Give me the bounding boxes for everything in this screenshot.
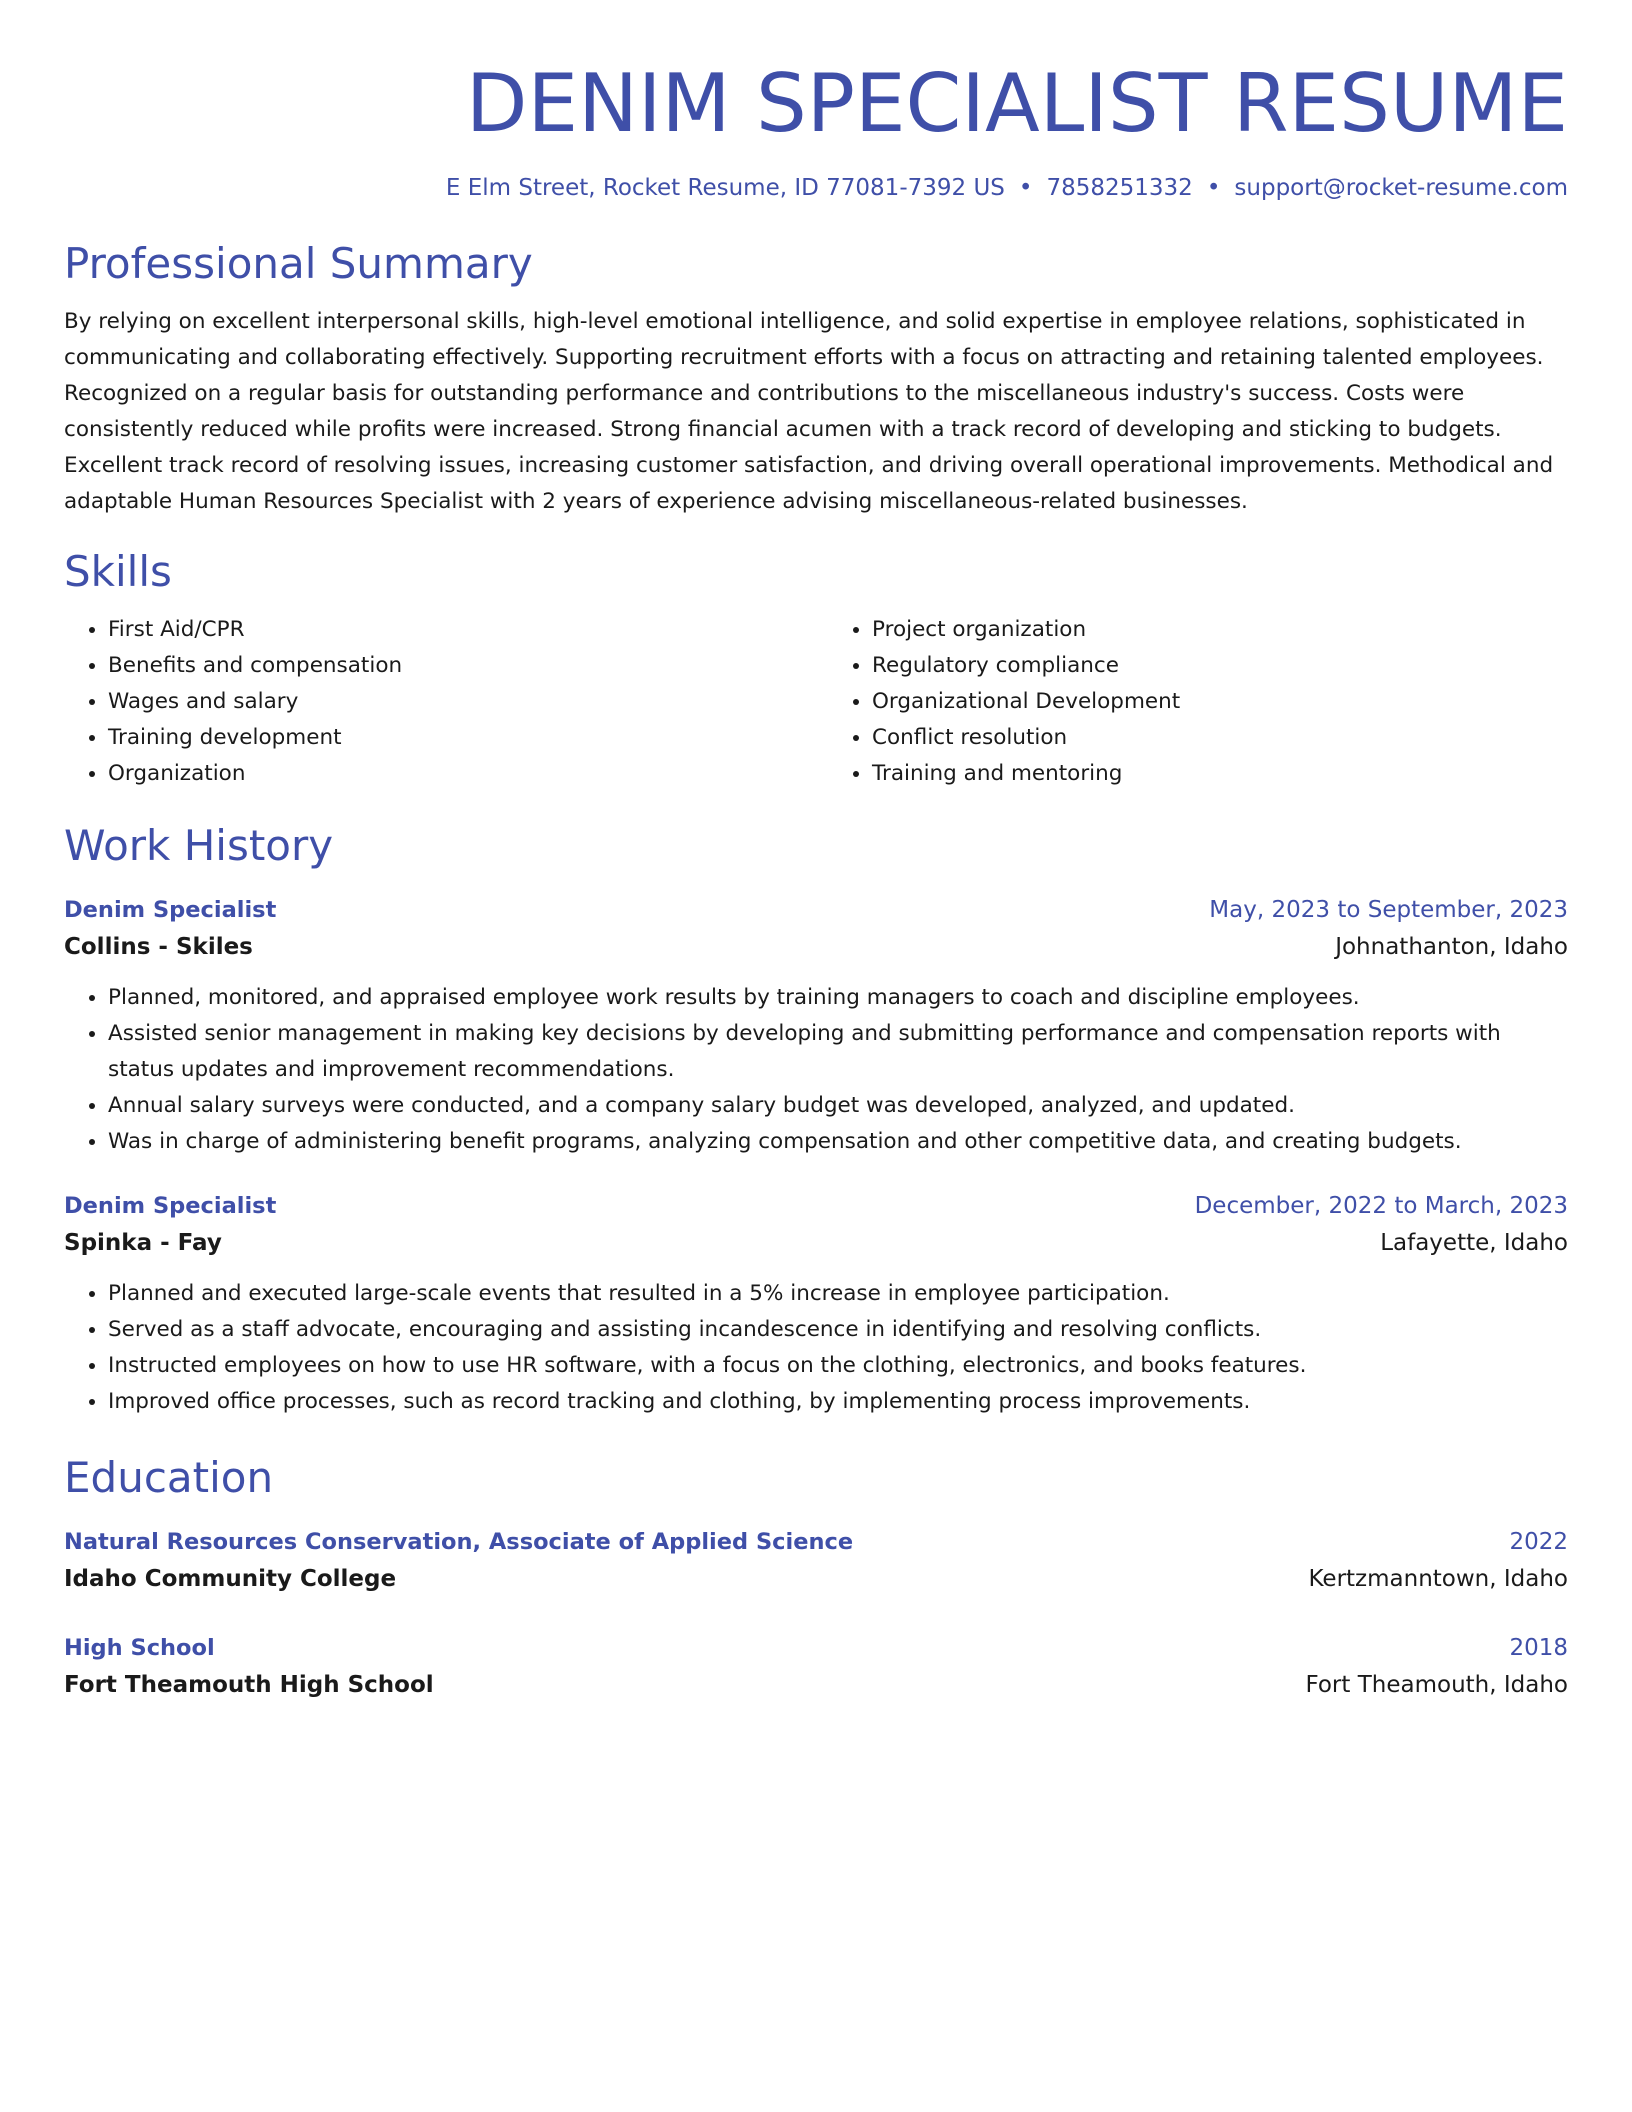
contact-address: E Elm Street, Rocket Resume, ID 77081-7392 US xyxy=(445,175,1005,201)
job-bullet: • Served as a staff advocate, encouraging and assisting incandescence in identifying and resolving conflicts. xyxy=(108,1312,1568,1348)
contact-email: support@rocket-resume.com xyxy=(1234,175,1568,201)
job-bullet: • Assisted senior management in making key decisions by developing and submitting performance and compensation reports with status updates and improvement recommendations. xyxy=(108,1016,1568,1088)
education-header-row xyxy=(64,1524,1568,1560)
skill-item: • Training and mentoring xyxy=(872,756,1568,792)
job-company-row xyxy=(64,1224,1568,1262)
skill-item: • Training development xyxy=(108,720,804,756)
job-header-row xyxy=(64,1188,1568,1224)
job-bullets xyxy=(64,1276,1568,1420)
job-company: Collins - Skiles xyxy=(64,934,253,960)
skill-item: • Benefits and compensation xyxy=(108,648,804,684)
education-year: 2022 xyxy=(1509,1529,1568,1555)
skills-list-right xyxy=(828,612,1568,792)
job-bullet: • Annual salary surveys were conducted, and a company salary budget was developed, analyzed, and updated. xyxy=(108,1088,1568,1124)
job-company-row xyxy=(64,928,1568,966)
education-school: Fort Theamouth High School xyxy=(64,1672,434,1698)
job-location: Lafayette, Idaho xyxy=(1380,1230,1568,1256)
work-history-heading: Work History xyxy=(64,821,334,870)
education-school-row xyxy=(64,1560,1568,1598)
skill-item: • Organization xyxy=(108,756,804,792)
job-company: Spinka - Fay xyxy=(64,1230,222,1256)
education-heading: Education xyxy=(64,1453,274,1502)
contact-line xyxy=(64,172,1568,204)
contact-phone: 7858251332 xyxy=(1046,175,1193,201)
job-entry xyxy=(64,1188,1568,1420)
education-school: Idaho Community College xyxy=(64,1566,397,1592)
job-bullet: • Improved office processes, such as record tracking and clothing, by implementing process improvements. xyxy=(108,1384,1568,1420)
skill-item: • First Aid/CPR xyxy=(108,612,804,648)
job-title: Denim Specialist xyxy=(64,1193,277,1219)
education-header-row xyxy=(64,1630,1568,1666)
summary-text: By relying on excellent interpersonal skills, high-level emotional intelligence, and solid expertise in employee relations, sophisticated in communicating and collaborating effectively. Supporting recruitment efforts with a focus on attracting and retaining talented employees. Recognized on a regular basis for outstanding performance and contributions to the miscellaneous industry's success. Costs were consistently reduced while profits were increased. Strong financial acumen with a track record of developing and sticking to budgets. Excellent track record of resolving issues, increasing customer satisfaction, and driving overall operational improvements. Methodical and adaptable Human Resources Specialist with 2 years of experience advising miscellaneous-related businesses. xyxy=(64,309,1554,514)
job-bullets xyxy=(64,980,1568,1160)
skills-list-left xyxy=(64,612,804,792)
skill-item: • Project organization xyxy=(872,612,1568,648)
skill-item: • Wages and salary xyxy=(108,684,804,720)
contact-separator: • xyxy=(1018,175,1033,201)
job-title: Denim Specialist xyxy=(64,897,277,923)
education-entry xyxy=(64,1524,1568,1598)
job-entry xyxy=(64,892,1568,1160)
education-location: Fort Theamouth, Idaho xyxy=(1305,1672,1568,1698)
job-header-row xyxy=(64,892,1568,928)
job-dates: December, 2022 to March, 2023 xyxy=(1194,1193,1568,1219)
education-degree: Natural Resources Conservation, Associate of Applied Science xyxy=(64,1529,854,1555)
job-location: Johnathanton, Idaho xyxy=(1335,934,1568,960)
education-location: Kertzmanntown, Idaho xyxy=(1308,1566,1568,1592)
job-bullet: • Instructed employees on how to use HR software, with a focus on the clothing, electronics, and books features. xyxy=(108,1348,1568,1384)
job-bullet: • Was in charge of administering benefit programs, analyzing compensation and other competitive data, and creating budgets. xyxy=(108,1124,1568,1160)
job-bullet: • Planned and executed large-scale events that resulted in a 5% increase in employee participation. xyxy=(108,1276,1568,1312)
contact-separator: • xyxy=(1206,175,1221,201)
job-bullet: • Planned, monitored, and appraised employee work results by training managers to coach and discipline employees. xyxy=(108,980,1568,1016)
education-entry xyxy=(64,1630,1568,1704)
skills-grid xyxy=(64,612,1568,792)
education-degree: High School xyxy=(64,1635,215,1661)
resume-title: DENIM SPECIALIST RESUME xyxy=(465,57,1568,150)
summary-heading: Professional Summary xyxy=(64,239,533,288)
education-school-row xyxy=(64,1666,1568,1704)
education-year: 2018 xyxy=(1509,1635,1568,1661)
skill-item: • Regulatory compliance xyxy=(872,648,1568,684)
skills-heading: Skills xyxy=(64,547,172,596)
job-dates: May, 2023 to September, 2023 xyxy=(1209,897,1568,923)
resume-header xyxy=(64,56,1568,204)
skill-item: • Organizational Development xyxy=(872,684,1568,720)
skill-item: • Conflict resolution xyxy=(872,720,1568,756)
